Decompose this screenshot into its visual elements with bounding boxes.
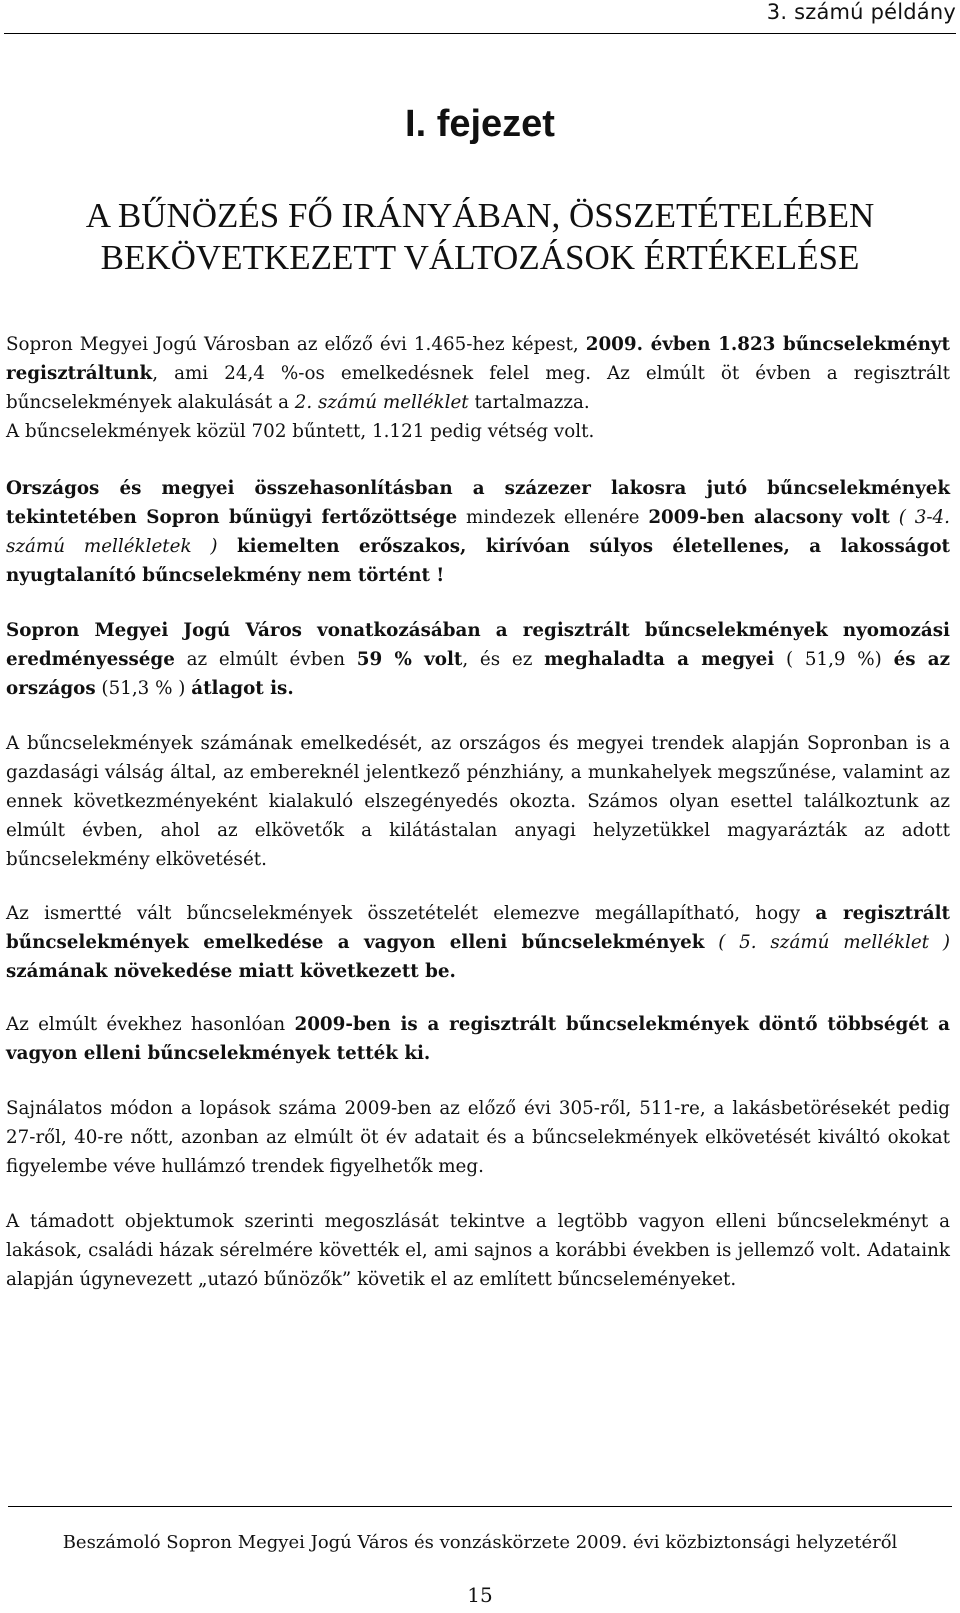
paragraph-2 xyxy=(6,474,950,590)
p1-text-a: Sopron Megyei Jogú Városban az előző évi 1.465-hez képest, xyxy=(6,334,586,355)
p5-italic-c: ( 5. számú melléklet ) xyxy=(704,932,950,953)
p6-bold-b: 2009-ben is a regisztrált bűncselekmények döntő többségét a vagyon elleni bűncselekmények tették ki. xyxy=(6,1014,950,1064)
p6-text-a: Az elmúlt évekhez hasonlóan xyxy=(6,1014,295,1035)
paragraph-1 xyxy=(6,330,950,446)
p2-bold-c: 2009-ben alacsony volt xyxy=(648,507,890,528)
paragraph-4: A bűncselekmények számának emelkedését, az országos és megyei trendek alapján Sopronban is a gazdasági válság által, az embereknél jelentkező pénzhiány, a munkahelyek megszűnése, valamint az ennek következményeként kialakuló elszegényedés okozta. Számos olyan esettel találkoztunk az elmúlt évben, ahol az elkövetők a kilátástalan anyagi helyzetükkel magyarázták az adott bűncselekmény elkövetését. xyxy=(6,733,950,870)
p1-text-f: A bűncselekmények közül 702 bűntett, 1.121 pedig vétség volt. xyxy=(6,421,595,442)
p3-text-h: (51,3 % ) xyxy=(95,678,192,699)
paragraph-6 xyxy=(6,1010,950,1068)
p3-text-b: az elmúlt évben xyxy=(174,649,357,670)
p2-italic-d: ( 3-4. számú mellékletek ) xyxy=(6,507,950,557)
p1-text-c: , ami 24,4 %-os emelkedésnek felel meg. Az elmúlt öt évben a regisztrált bűncselekmények alakulását a xyxy=(6,363,950,413)
p5-text-a: Az ismertté vált bűncselekmények összetételét elemezve megállapítható, hogy xyxy=(6,903,816,924)
p5-bold-b: a regisztrált bűncselekmények emelkedése a vagyon elleni bűncselekmények xyxy=(6,903,950,953)
p3-bold-e: meghaladta a megyei xyxy=(544,649,775,670)
p1-text-e: tartalmazza. xyxy=(468,392,590,413)
p5-bold-d: számának növekedése miatt következett be. xyxy=(6,961,456,982)
paragraph-8: A támadott objektumok szerinti megoszlását tekintve a legtöbb vagyon elleni bűncselekményt a lakások, családi házak sérelmére követték el, ami sajnos a korábbi években is jellemző volt. Adataink alapján úgynevezett „utazó bűnözők” követik el az említett bűncseleményeket. xyxy=(6,1211,950,1290)
page-number: 15 xyxy=(467,1583,493,1607)
p3-bold-c: 59 % volt xyxy=(356,649,463,670)
paragraph-3 xyxy=(6,616,950,703)
footer-text: Beszámoló Sopron Megyei Jogú Város és vonzáskörzete 2009. évi közbiztonsági helyzetéről xyxy=(62,1532,898,1553)
title-line-1: A BŰNÖZÉS FŐ IRÁNYÁBAN, ÖSSZETÉTELÉBEN xyxy=(85,196,875,235)
document-title xyxy=(0,195,960,279)
p2-text-b: mindezek ellenére xyxy=(457,507,649,528)
header-label: 3. számú példány xyxy=(766,0,956,24)
p3-text-f: ( 51,9 %) xyxy=(774,649,894,670)
p3-text-d: , és ez xyxy=(462,649,545,670)
footer-rule xyxy=(8,1506,952,1507)
p1-bold-b: 2009. évben 1.823 bűncselekményt regisztráltunk xyxy=(6,334,950,384)
paragraph-7: Sajnálatos módon a lopások száma 2009-ben az előző évi 305-ről, 511-re, a lakásbetörésekét pedig 27-ről, 40-re nőtt, azonban az elmúlt öt év adatait és a bűncselekmények elkövetését kiváltó okokat figyelembe véve hullámzó trendek figyelhetők meg. xyxy=(6,1098,950,1177)
p3-bold-g: és az országos xyxy=(6,649,951,699)
p2-bold-e: kiemelten erőszakos, kirívóan súlyos életellenes, a lakosságot nyugtalanító bűncselekmény nem történt ! xyxy=(6,536,950,586)
p3-bold-i: átlagot is. xyxy=(191,678,294,699)
title-line-2: BEKÖVETKEZETT VÁLTOZÁSOK ÉRTÉKELÉSE xyxy=(100,238,860,277)
p1-italic-d: 2. számú melléklet xyxy=(294,392,469,413)
header-rule xyxy=(4,33,956,34)
p2-bold-a: Országos és megyei összehasonlításban a százezer lakosra jutó bűncselekmények tekintetében Sopron bűnügyi fertőzöttsége xyxy=(6,478,950,528)
paragraph-5 xyxy=(6,899,950,986)
p3-bold-a: Sopron Megyei Jogú Város vonatkozásában a regisztrált bűncselekmények nyomozási eredményessége xyxy=(6,620,950,670)
chapter-heading: I. fejezet xyxy=(405,103,555,145)
